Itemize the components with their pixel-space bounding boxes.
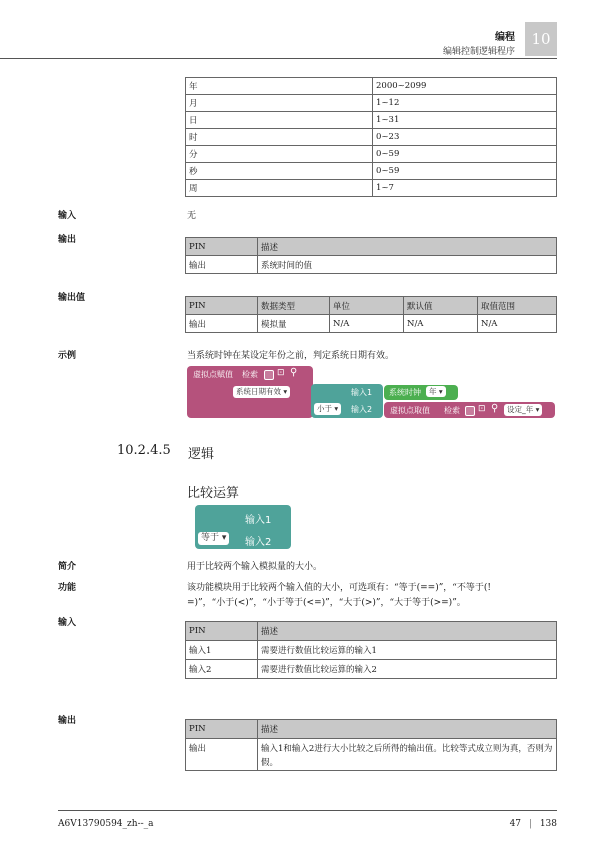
- table-row: [186, 256, 557, 274]
- table-row: [186, 315, 557, 333]
- search-icon[interactable]: ⚲: [491, 403, 499, 414]
- table-row: [186, 95, 557, 112]
- table-cell: 年: [186, 78, 373, 95]
- compare-in1-label: 输入1: [351, 388, 373, 397]
- operator-dropdown[interactable]: 小于 ▾: [314, 403, 341, 415]
- output-value-table: [185, 296, 557, 333]
- header-divider: [0, 58, 557, 59]
- range-table: [185, 77, 557, 197]
- compare-block-illustration: [187, 505, 297, 551]
- compare-output-table: [185, 719, 557, 771]
- table-cell: 月: [186, 95, 373, 112]
- table-row: [186, 163, 557, 180]
- table-row: [186, 129, 557, 146]
- table-header-cell: PIN: [186, 238, 258, 256]
- function-text-line2: =)”，“小于(<)”，“小于等于(<=)”，“大于(>)”，“大于等于(>=)”。: [187, 598, 466, 608]
- output-value-label: 输出值: [58, 293, 86, 303]
- total-pages: 138: [539, 819, 557, 829]
- table-cell: 输出: [186, 739, 258, 771]
- table-header-cell: 数据类型: [258, 297, 330, 315]
- table-cell: N/A: [404, 315, 478, 333]
- table-cell: 1~31: [373, 112, 557, 129]
- search2-checkbox[interactable]: [465, 406, 475, 416]
- folder-icon[interactable]: ⊡: [277, 368, 285, 378]
- table-header-cell: 描述: [258, 238, 557, 256]
- table-cell: N/A: [330, 315, 404, 333]
- read-block-label: 虚拟点取值: [390, 406, 430, 415]
- table-row: [186, 739, 557, 771]
- table-row: [186, 180, 557, 197]
- clock-block-label: 系统时钟: [389, 388, 421, 397]
- table-header-cell: 单位: [330, 297, 404, 315]
- example-block-program: [187, 364, 557, 424]
- output-label: 输出: [58, 235, 77, 245]
- table-cell: 输入1: [186, 641, 258, 660]
- compare-input-label: 输入: [58, 618, 77, 628]
- table-cell: 1~7: [373, 180, 557, 197]
- section-number: 10.2.4.5: [117, 443, 171, 458]
- table-cell: 0~59: [373, 163, 557, 180]
- table-cell: 日: [186, 112, 373, 129]
- chapter-title: 编程: [495, 32, 515, 43]
- folder-icon[interactable]: ⊡: [478, 404, 486, 414]
- variable-dropdown[interactable]: 系统日期有效 ▾: [233, 386, 290, 398]
- document-id: A6V13790594_zh--_a: [58, 819, 154, 829]
- compare-in2-label: 输入2: [245, 537, 272, 548]
- intro-label: 简介: [58, 562, 77, 572]
- table-header-cell: PIN: [186, 297, 258, 315]
- compare-in1-label: 输入1: [245, 515, 272, 526]
- table-row: [186, 146, 557, 163]
- current-page: 47: [509, 819, 522, 829]
- page-number: 47 | 138: [509, 819, 557, 829]
- table-cell: 时: [186, 129, 373, 146]
- example-label: 示例: [58, 351, 77, 361]
- section-title: 逻辑: [188, 447, 215, 462]
- table-header-cell: PIN: [186, 720, 258, 739]
- function-label: 功能: [58, 583, 77, 593]
- table-row: [186, 112, 557, 129]
- table-cell: 秒: [186, 163, 373, 180]
- table-cell: 周: [186, 180, 373, 197]
- compare-output-label: 输出: [58, 716, 77, 726]
- compare-heading: 比较运算: [187, 486, 240, 501]
- example-text: 当系统时钟在某设定年份之前，判定系统日期有效。: [187, 351, 395, 361]
- function-text-line1: 该功能模块用于比较两个输入值的大小，可选项有：“等于(==)”，“不等于(!: [187, 583, 492, 593]
- table-cell: 需要进行数值比较运算的输入2: [258, 660, 557, 679]
- chapter-subtitle: 编辑控制逻辑程序: [442, 47, 515, 57]
- table-cell: 输入2: [186, 660, 258, 679]
- operator-dropdown[interactable]: 等于 ▾: [198, 532, 229, 545]
- footer-divider: [58, 810, 557, 811]
- table-cell: 需要进行数值比较运算的输入1: [258, 641, 557, 660]
- search2-label: 检索: [444, 406, 460, 415]
- assign-block-label: 虚拟点赋值: [193, 370, 233, 379]
- table-cell: 输入1和输入2进行大小比较之后所得的输出值。比较等式成立则为真，否则为假。: [258, 739, 557, 771]
- year-dropdown[interactable]: 年 ▾: [426, 386, 446, 397]
- table-cell: 输出: [186, 315, 258, 333]
- compare-input-table: [185, 621, 557, 679]
- table-row: [186, 78, 557, 95]
- table-header-cell: 默认值: [404, 297, 478, 315]
- setyear-dropdown[interactable]: 设定_年 ▾: [504, 404, 542, 416]
- table-row: [186, 641, 557, 660]
- table-cell: 分: [186, 146, 373, 163]
- table-header-cell: 描述: [258, 720, 557, 739]
- table-cell: 0~23: [373, 129, 557, 146]
- table-cell: 模拟量: [258, 315, 330, 333]
- table-row: [186, 660, 557, 679]
- input-label: 输入: [58, 211, 77, 221]
- table-header-cell: 描述: [258, 622, 557, 641]
- search-checkbox[interactable]: [264, 370, 274, 380]
- table-cell: 2000~2099: [373, 78, 557, 95]
- table-cell: N/A: [478, 315, 557, 333]
- table-cell: 1~12: [373, 95, 557, 112]
- search-icon[interactable]: ⚲: [290, 367, 298, 378]
- table-cell: 系统时间的值: [258, 256, 557, 274]
- search-label: 检索: [242, 370, 258, 379]
- table-cell: 输出: [186, 256, 258, 274]
- intro-text: 用于比较两个输入模拟量的大小。: [187, 562, 323, 572]
- compare-in2-label: 输入2: [351, 405, 373, 414]
- input-value: 无: [187, 211, 197, 221]
- table-header-cell: PIN: [186, 622, 258, 641]
- table-cell: 0~59: [373, 146, 557, 163]
- table-header-cell: 取值范围: [478, 297, 557, 315]
- output-table: [185, 237, 557, 274]
- chapter-number-badge: 10: [525, 22, 557, 56]
